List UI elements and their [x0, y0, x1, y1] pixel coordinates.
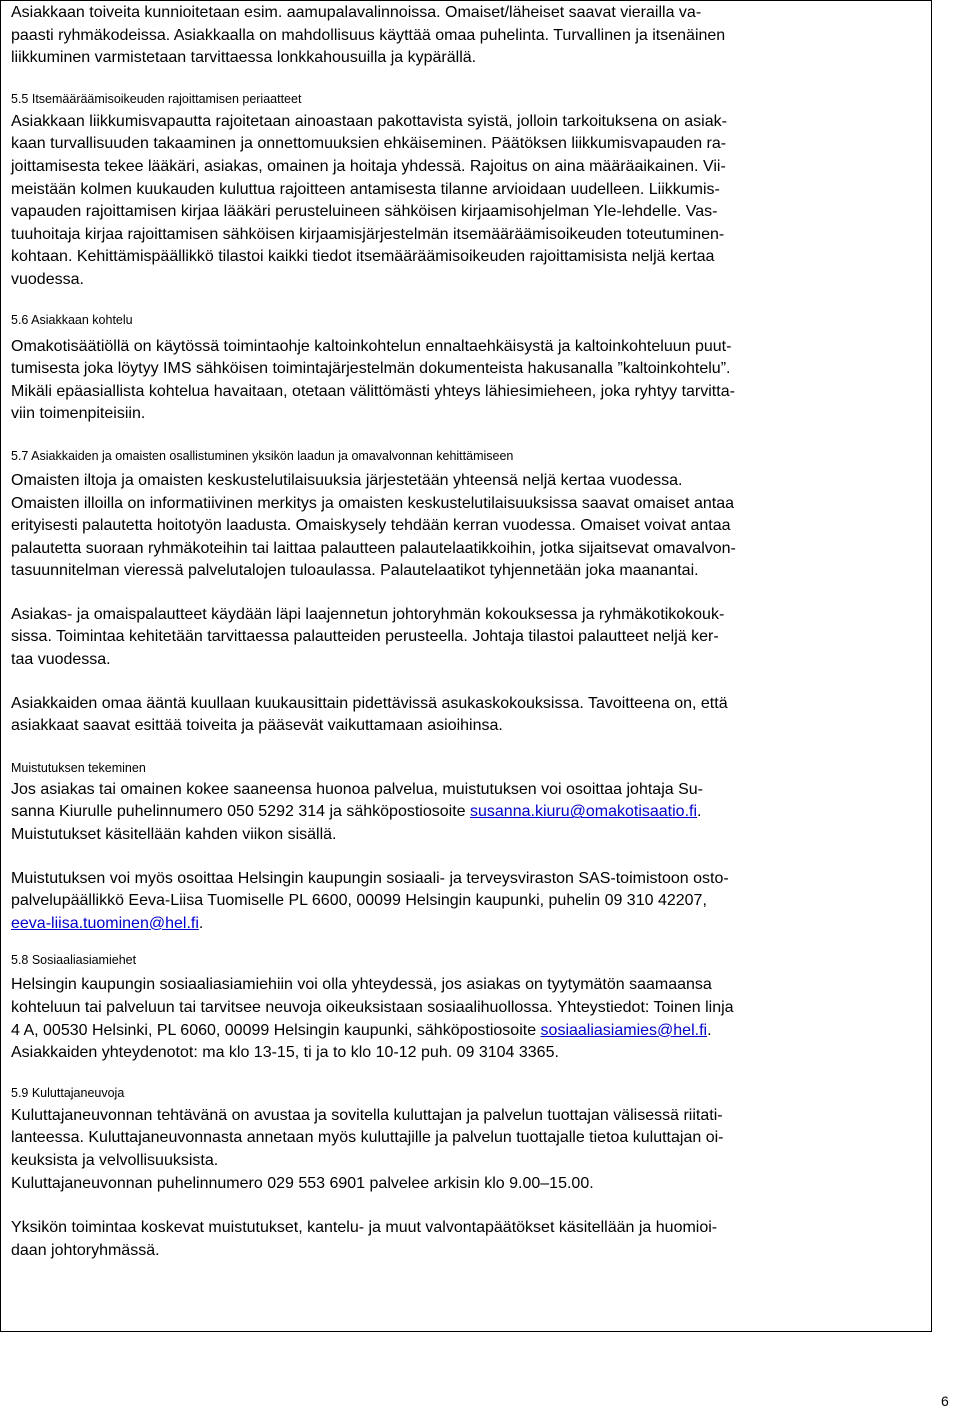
text-line: Kuluttajaneuvonnan tehtävänä on avustaa ja sovitella kuluttajan ja palvelun tuottajan välisessä riitati- — [11, 1106, 723, 1124]
section-5-7-paragraph-2 — [11, 604, 921, 672]
text-line: paasti ryhmäkodeissa. Asiakkaalla on mahdollisuus käyttää omaa puhelinta. Turvallinen ja itsenäinen — [11, 26, 726, 44]
text-line: Asiakkaan toiveita kunnioitetaan esim. aamupalavalinnoissa. Omaiset/läheiset saavat vierailla va- — [11, 4, 702, 21]
text-line: palvelupäällikkö Eeva-Liisa Tuomiselle PL 6600, 00099 Helsingin kaupunki, puhelin 09 310 42207, — [11, 892, 707, 910]
text-line: Yksikön toimintaa koskevat muistutukset, kantelu- ja muut valvontapäätökset käsitellään ja huomioi- — [11, 1219, 718, 1237]
text-span: 4 A, 00530 Helsinki, PL 6060, 00099 Helsingin kaupunki, sähköpostiosoite — [11, 1021, 541, 1039]
text-line: Omaisten iltoja ja omaisten keskustelutilaisuuksia järjestetään yhteensä neljä kertaa vuodessa. — [11, 471, 683, 489]
text-line — [11, 1020, 921, 1043]
section-5-7-paragraph-3 — [11, 693, 921, 738]
text-line: Asiakkaiden omaa ääntä kuullaan kuukausittain pidettävissä asukaskokouksissa. Tavoitteena on, että — [11, 694, 728, 712]
text-line: erityisesti palautetta hoitotyön laadusta. Omaiskysely tehdään kerran vuodessa. Omaiset voivat antaa — [11, 517, 731, 535]
text-line: Mikäli epäasiallista kohtelua havaitaan, otetaan välittömästi yhteys lähiesimieheen, joka ryhtyy tarvitta- — [11, 382, 735, 400]
text-line: joittamisesta tekee lääkäri, asiakas, omainen ja hoitaja yhdessä. Rajoitus on aina määräaikainen. Vii- — [11, 157, 726, 175]
section-heading: Muistutuksen tekeminen — [11, 760, 146, 775]
section-heading: 5.6 Asiakkaan kohtelu — [11, 312, 133, 327]
text-line: Muistutuksen voi myös osoittaa Helsingin kaupungin sosiaali- ja terveysviraston SAS-toimistoon osto- — [11, 869, 729, 887]
text-line: vapauden rajoittamisen kirjaa lääkäri perusteluineen sähköisen kirjaamisohjelman Yle-lehdelle. Vas- — [11, 203, 718, 221]
text-line: keuksista ja velvollisuuksista. — [11, 1151, 219, 1169]
text-span: sanna Kiurulle puhelinnumero 050 5292 314 ja sähköpostiosoite — [11, 803, 470, 821]
email-link-sosiaaliasiamies[interactable]: sosiaaliasiamies@hel.fi — [540, 1021, 708, 1039]
text-line: asiakkaat saavat esittää toiveita ja pääsevät vaikuttamaan asioihinsa. — [11, 717, 503, 735]
section-5-5-body — [11, 111, 921, 292]
text-line: Asiakas- ja omaispalautteet käydään läpi laajennetun johtoryhmän kokouksessa ja ryhmäkotikokouk- — [11, 605, 725, 623]
document-content — [11, 0, 921, 1262]
email-link-eeva-liisa-tuominen[interactable]: eeva-liisa.tuominen@hel.fi — [11, 914, 199, 932]
email-link-susanna-kiuru[interactable]: susanna.kiuru@omakotisaatio.fi — [470, 803, 698, 821]
text-line: viin toimenpiteisiin. — [11, 405, 146, 423]
text-line: Kuluttajaneuvonnan puhelinnumero 029 553 6901 palvelee arkisin klo 9.00–15.00. — [11, 1174, 594, 1192]
complaint-paragraph-2 — [11, 868, 921, 936]
text-line — [11, 913, 921, 936]
section-heading: 5.7 Asiakkaiden ja omaisten osallistuminen yksikön laadun ja omavalvonnan kehittämiseen — [11, 448, 514, 463]
closing-paragraph — [11, 1217, 921, 1262]
page-number: 6 — [941, 1393, 949, 1409]
text-line: tasuunnitelman vieressä palvelutalojen tuloaulassa. Palautelaatikot tyhjennetään joka maanantai. — [11, 562, 699, 580]
section-5-6-body — [11, 336, 921, 426]
text-line: vuodessa. — [11, 270, 84, 288]
text-span: . — [198, 914, 204, 932]
intro-paragraph — [11, 2, 921, 70]
text-line: kaan turvallisuuden takaaminen ja onnettomuuksien ehkäiseminen. Päätöksen liikkumisvapauden ra- — [11, 135, 727, 153]
text-line: kohteluun tai palveluun tai tarvitsee neuvoja oikeuksistaan sosiaalihuollossa. Yhteystiedot: Toinen linja — [11, 999, 734, 1016]
text-span: . — [707, 1021, 712, 1039]
text-line: Jos asiakas tai omainen kokee saaneensa huonoa palvelua, muistutuksen voi osoittaa johtaja Su- — [11, 780, 703, 798]
text-line: tumisesta joka löytyy IMS sähköisen toimintajärjestelmän dokumenteista hakusanalla ”kaltoinkohtelu”. — [11, 360, 731, 378]
text-line: sissa. Toimintaa kehitetään tarvittaessa palautteiden perusteella. Johtaja tilastoi palautteet neljä ker- — [11, 628, 719, 646]
text-line: Helsingin kaupungin sosiaaliasiamiehiin voi olla yhteydessä, jos asiakas on tyytymätön saamaansa — [11, 976, 712, 994]
section-5-9-body — [11, 1105, 921, 1195]
text-line: taa vuodessa. — [11, 651, 111, 669]
text-line: kohtaan. Kehittämispäällikkö tilastoi kaikki tiedot itsemääräämisoikeuden rajoittamisista neljä kertaa — [11, 248, 715, 266]
text-line: palautetta suoraan ryhmäkoteihin tai laittaa palautteen palautelaatikkoihin, jotka sijaitsevat omavalvon- — [11, 539, 736, 557]
section-5-7-paragraph-1 — [11, 470, 921, 583]
text-line: lanteessa. Kuluttajaneuvonnasta annetaan myös kuluttajille ja palvelun tuottajalle tietoa kuluttajan oi- — [11, 1129, 724, 1147]
text-line: Omaisten illoilla on informatiivinen merkitys ja omaisten keskustelutilaisuuksissa saavat omaiset antaa — [11, 494, 734, 512]
section-heading: 5.5 Itsemääräämisoikeuden rajoittamisen periaatteet — [11, 91, 302, 106]
text-line: daan johtoryhmässä. — [11, 1241, 160, 1259]
text-line — [11, 801, 921, 824]
text-line: Asiakkaiden yhteydenotot: ma klo 13-15, ti ja to klo 10-12 puh. 09 3104 3365. — [11, 1044, 559, 1062]
complaint-paragraph-1 — [11, 779, 921, 847]
text-line: Asiakkaan liikkumisvapautta rajoitetaan ainoastaan pakottavista syistä, jolloin tarkoituksena on asiak- — [11, 112, 727, 130]
text-line: Omakotisäätiöllä on käytössä toimintaohje kaltoinkohtelun ennaltaehkäisystä ja kaltoinkohteluun puut- — [11, 337, 732, 355]
text-line: tuuhoitaja kirjaa rajoittamisen sähköisen kirjaamisjärjestelmän itsemääräämisoikeuden toteutuminen- — [11, 225, 725, 243]
text-span: . — [697, 803, 702, 821]
section-heading: 5.9 Kuluttajaneuvoja — [11, 1085, 125, 1100]
text-line: liikkuminen varmistetaan tarvittaessa lonkkahousuilla ja kypärällä. — [11, 49, 477, 67]
text-line: Muistutukset käsitellään kahden viikon sisällä. — [11, 826, 337, 844]
section-heading: 5.8 Sosiaaliasiamiehet — [11, 953, 137, 968]
text-line: meistään kolmen kuukauden kuluttua rajoitteen antamisesta tilanne arvioidaan uudelleen. Liikkumis- — [11, 180, 720, 198]
section-5-8-body — [11, 974, 921, 1064]
